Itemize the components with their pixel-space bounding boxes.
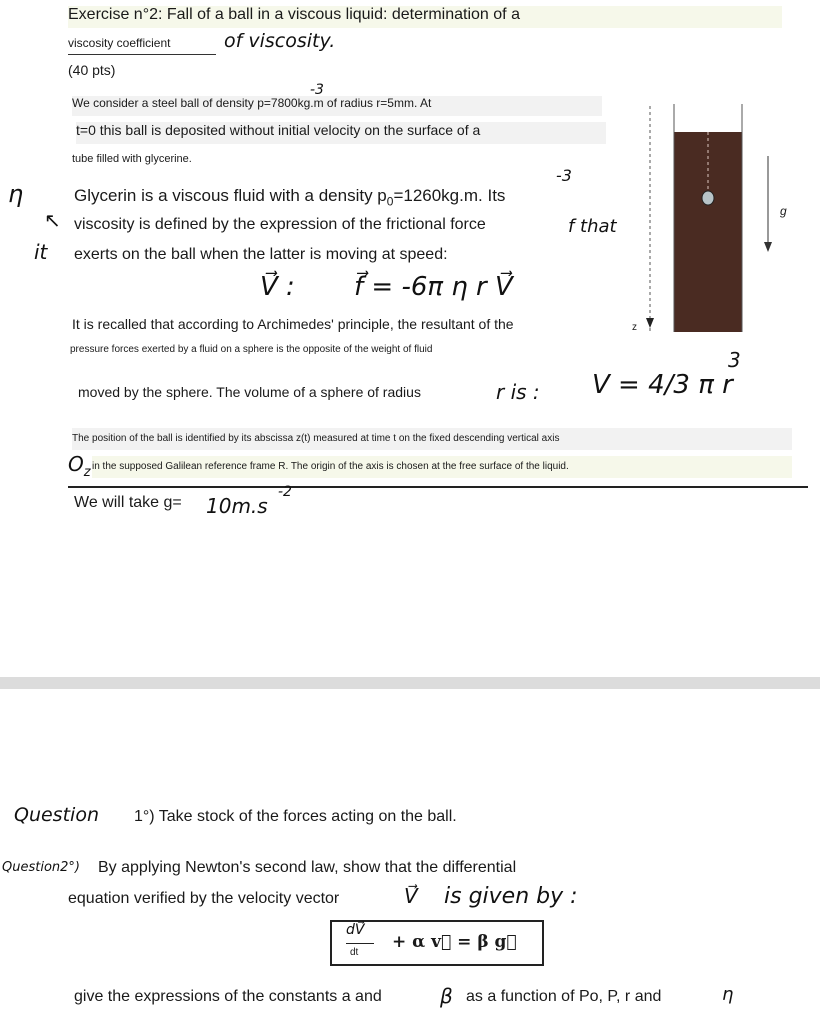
z-arrow-icon (646, 318, 654, 328)
eq-numerator: dV⃗ (346, 922, 365, 938)
g-arrow-icon (764, 242, 772, 252)
subtitle-handwritten: of viscosity. (224, 30, 336, 52)
page-separator (0, 677, 820, 689)
steel-ball (702, 191, 714, 205)
p3-line1: It is recalled that according to Archimedes' principle, the resultant of the (72, 316, 514, 332)
exercise-subtitle: viscosity coefficient (68, 36, 171, 50)
arrow-annotation: ↖ (44, 208, 61, 232)
v-colon: V⃗ : (260, 272, 295, 302)
q2-velocity: V⃗ (404, 884, 418, 908)
equation-box (330, 920, 544, 966)
f-that-annotation: f that (568, 216, 617, 237)
p2-line3: exerts on the ball when the latter is moving at speed: (74, 246, 448, 263)
q2-line1: By applying Newton's second law, show that the differential (98, 859, 517, 876)
p1-exponent: -3 (310, 82, 324, 98)
q1-text: 1°) Take stock of the forces acting on the ball. (134, 808, 457, 825)
volume-formula: V = 4/3 π r (592, 370, 733, 400)
p2-exponent: -3 (556, 166, 572, 185)
p1-line3: tube filled with glycerine. (72, 153, 192, 165)
beta-symbol: β (440, 984, 453, 1008)
p3-line3: moved by the sphere. The volume of a sphere of radius (78, 384, 421, 400)
p1-line1: We consider a steel ball of density p=7800kg.m of radius r=5mm. At (72, 96, 602, 116)
final-line-a: give the expressions of the constants a and (74, 988, 382, 1005)
q2-label: Question2°) (2, 860, 80, 875)
eta-annotation: η (8, 180, 24, 208)
p3-line2: pressure forces exerted by a fluid on a sphere is the opposite of the weight of fluid (70, 344, 433, 355)
p2-line1: Glycerin is a viscous fluid with a density $p_0=1260kg.m$. Its (74, 186, 506, 209)
z-label: z (632, 322, 637, 333)
volume-exponent: 3 (728, 348, 741, 372)
q2-line2: equation verified by the velocity vector (68, 890, 340, 907)
final-line-b: as a function of Po, P, r and (466, 988, 662, 1005)
p4-line1: The position of the ball is identified by its abscissa z(t) measured at time t on the fixed descending vertical axis (72, 428, 792, 450)
is-given-by: is given by : (444, 884, 578, 909)
oz-label: $O_z$ (68, 452, 91, 480)
exercise-points: (40 pts) (68, 62, 116, 78)
p1-line2: t=0 this ball is deposited without initial velocity on the surface of a (76, 122, 606, 144)
eta-end: η (722, 984, 734, 1005)
subtitle-underline (68, 54, 216, 55)
g-exponent: -2 (278, 484, 292, 500)
it-annotation: it (34, 240, 48, 264)
g-line: We will take g= (74, 494, 182, 511)
eq-fraction-line (346, 943, 374, 944)
exercise-title: Exercise n°2: Fall of a ball in a viscous liquid: determination of a (68, 6, 782, 28)
p4-line2: in the supposed Galilean reference frame R. The origin of the axis is chosen at the free surface of the liquid. (92, 456, 792, 478)
friction-formula: f⃗ = -6π η r V⃗ (354, 272, 513, 302)
r-is-annotation: r is : (496, 380, 540, 404)
q1-label: Question (14, 804, 99, 826)
p2-line2: viscosity is defined by the expression of the frictional force (74, 216, 486, 233)
g-label: g (780, 204, 787, 218)
eq-rest: + α v⃗ = β g⃗ (392, 932, 517, 952)
eq-denominator: dt (350, 947, 359, 958)
g-value: 10m.s (206, 494, 268, 518)
tube-figure (630, 96, 780, 346)
section-rule (68, 486, 808, 488)
